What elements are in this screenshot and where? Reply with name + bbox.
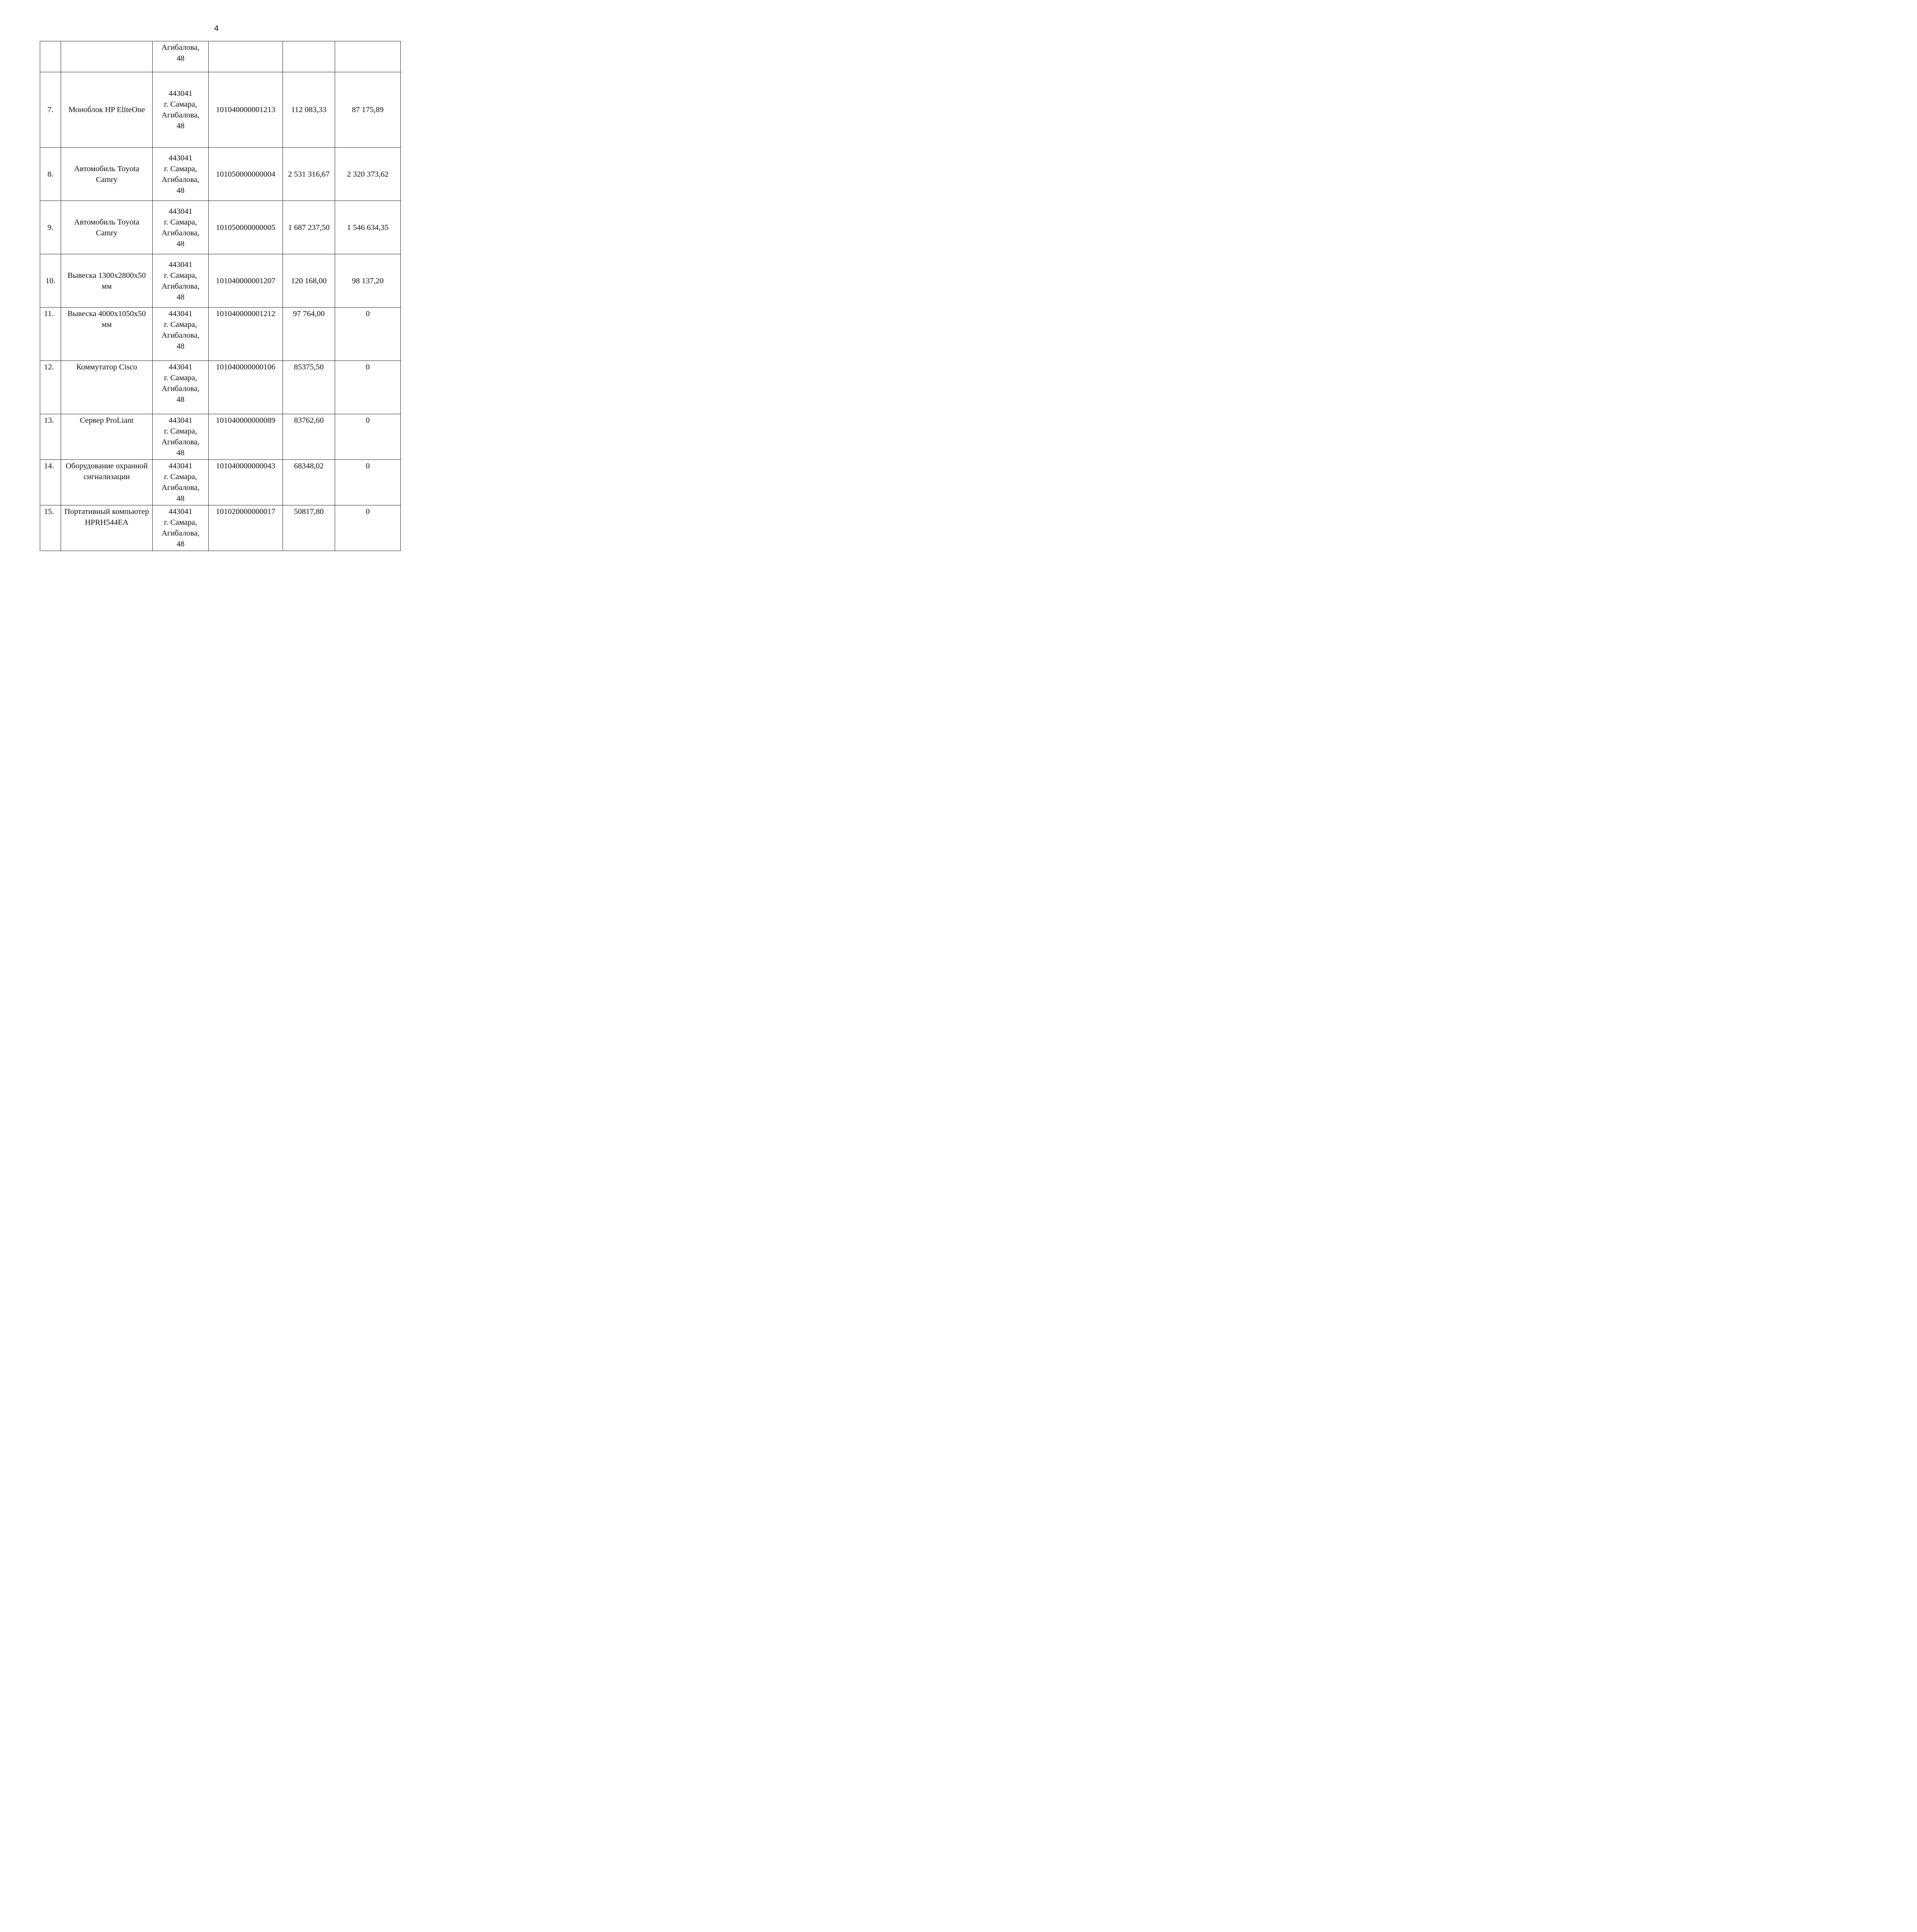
address-line: Агибалова, (161, 282, 199, 291)
address-cell (153, 361, 209, 414)
inventory-number: 101040000000043 (209, 460, 283, 505)
row-number: 12. (40, 361, 61, 414)
address-line: 48 (176, 449, 185, 457)
inventory-number: 101050000000004 (209, 148, 283, 201)
inventory-number: 101020000000017 (209, 505, 283, 551)
address-cell (153, 308, 209, 361)
address-line: 48 (176, 293, 185, 301)
address-line: Агибалова, (161, 111, 199, 119)
row-number: 13. (40, 414, 61, 460)
address-cell (153, 148, 209, 201)
inventory-number: 101040000001212 (209, 308, 283, 361)
address-line: Агибалова, (161, 384, 199, 393)
address-line: 48 (176, 342, 185, 350)
asset-name: Моноблок HP EliteOne (61, 72, 153, 148)
address-line: г. Самара, (164, 374, 197, 382)
address-line: 443041 (169, 462, 192, 470)
asset-name: Вывеска 1300х2800х50 мм (61, 254, 153, 308)
address-line: г. Самара, (164, 164, 197, 173)
cost-cell (283, 41, 335, 72)
table-row (40, 308, 401, 361)
row-number: 11. (40, 308, 61, 361)
address-line: г. Самара, (164, 218, 197, 226)
address-cell (153, 254, 209, 308)
address-cell (153, 72, 209, 148)
address-line: Агибалова, (161, 483, 199, 492)
address-line: Агибалова, (161, 529, 199, 537)
initial-cost: 85375,50 (283, 361, 335, 414)
address-line: 48 (176, 122, 185, 130)
asset-name: Коммутатор Cisco (61, 361, 153, 414)
continued-row (40, 41, 401, 72)
page-number: 4 (214, 24, 219, 33)
address-line: Агибалова, (161, 43, 199, 52)
address-line: Агибалова, (161, 331, 199, 340)
address-line: 443041 (169, 153, 192, 162)
residual-value: 0 (335, 414, 401, 460)
address-line: 48 (176, 395, 185, 404)
address-line: г. Самара, (164, 271, 197, 280)
address-line: 48 (176, 494, 185, 503)
initial-cost: 68348,02 (283, 460, 335, 505)
table-row (40, 505, 401, 551)
address-line: 443041 (169, 260, 192, 269)
initial-cost: 2 531 316,67 (283, 148, 335, 201)
residual-cell (335, 41, 401, 72)
row-number: 10. (40, 254, 61, 308)
address-cell (153, 460, 209, 505)
residual-value: 0 (335, 505, 401, 551)
residual-value: 0 (335, 460, 401, 505)
address-line: Агибалова, (161, 175, 199, 184)
initial-cost: 97 764,00 (283, 308, 335, 361)
address-line: Агибалова, (161, 438, 199, 446)
address-line: 443041 (169, 310, 192, 318)
asset-table (40, 41, 401, 551)
num-cell (40, 41, 61, 72)
inventory-number: 101040000001207 (209, 254, 283, 308)
address-cell (153, 414, 209, 460)
address-line: 48 (176, 239, 185, 248)
address-line: 48 (176, 54, 185, 63)
table-row (40, 460, 401, 505)
asset-name: Сервер ProLiant (61, 414, 153, 460)
address-line: 443041 (169, 363, 192, 371)
inventory-number: 101040000000089 (209, 414, 283, 460)
inventory-number: 101050000000005 (209, 201, 283, 254)
row-number: 14. (40, 460, 61, 505)
table-row (40, 361, 401, 414)
name-cell (61, 41, 153, 72)
address-line: 443041 (169, 89, 192, 98)
residual-value: 2 320 373,62 (335, 148, 401, 201)
asset-name: Автомобиль Toyota Camry (61, 201, 153, 254)
row-number: 9. (40, 201, 61, 254)
asset-name: Оборудование охранной сигнализации (61, 460, 153, 505)
residual-value: 98 137,20 (335, 254, 401, 308)
asset-name: Автомобиль Toyota Camry (61, 148, 153, 201)
address-line: г. Самара, (164, 473, 197, 481)
table-row (40, 201, 401, 254)
residual-value: 87 175,89 (335, 72, 401, 148)
initial-cost: 50817,80 (283, 505, 335, 551)
inventory-number: 101040000001213 (209, 72, 283, 148)
asset-name: Вывеска 4000х1050х50 мм (61, 308, 153, 361)
residual-value: 0 (335, 361, 401, 414)
table-row (40, 72, 401, 148)
residual-value: 1 546 634,35 (335, 201, 401, 254)
address-line: 48 (176, 540, 185, 548)
table-row (40, 254, 401, 308)
address-line: Агибалова, (161, 228, 199, 237)
initial-cost: 112 083,33 (283, 72, 335, 148)
inventory-number: 101040000000106 (209, 361, 283, 414)
asset-name: Портативный компьютер HPRH544EA (61, 505, 153, 551)
table-row (40, 148, 401, 201)
address-cell (153, 505, 209, 551)
row-number: 15. (40, 505, 61, 551)
table-row (40, 414, 401, 460)
inventory-cell (209, 41, 283, 72)
address-line: 443041 (169, 416, 192, 425)
initial-cost: 120 168,00 (283, 254, 335, 308)
address-cell (153, 41, 209, 72)
row-number: 8. (40, 148, 61, 201)
address-cell (153, 201, 209, 254)
address-line: г. Самара, (164, 320, 197, 329)
row-number: 7. (40, 72, 61, 148)
address-line: г. Самара, (164, 100, 197, 109)
initial-cost: 1 687 237,50 (283, 201, 335, 254)
residual-value: 0 (335, 308, 401, 361)
address-line: 443041 (169, 507, 192, 516)
address-line: 48 (176, 186, 185, 195)
initial-cost: 83762,60 (283, 414, 335, 460)
address-line: г. Самара, (164, 518, 197, 527)
address-line: г. Самара, (164, 427, 197, 435)
address-line: 443041 (169, 207, 192, 216)
